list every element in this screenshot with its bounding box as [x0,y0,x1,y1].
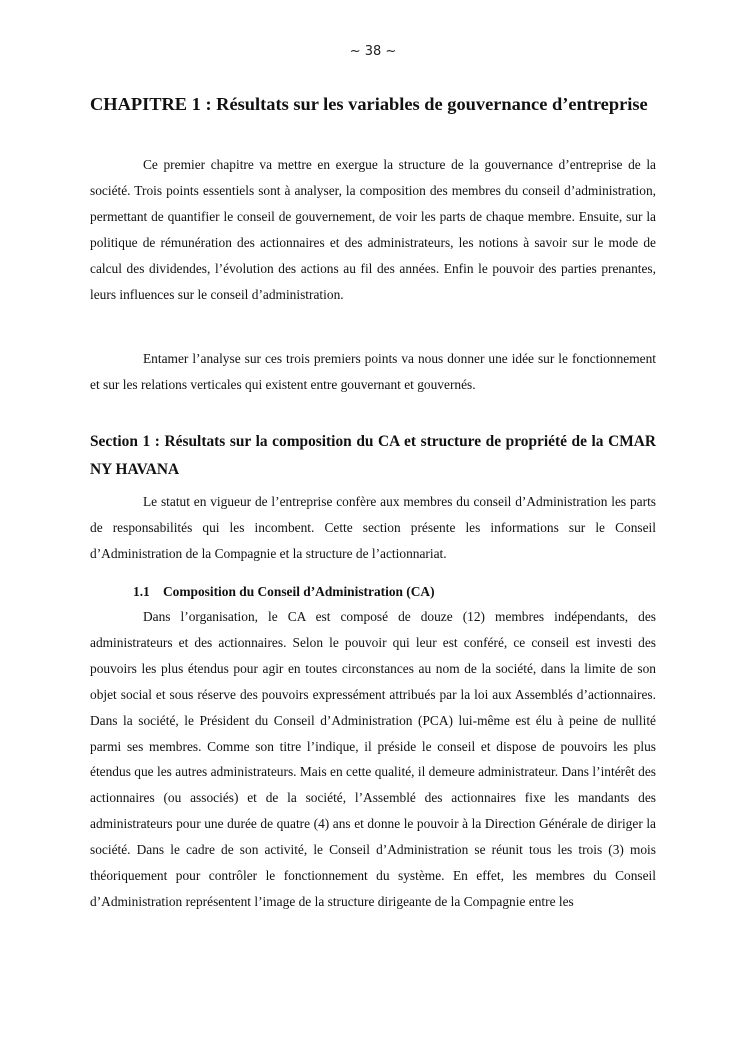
subsection-number: 1.1 [133,584,150,599]
chapter-intro-paragraph: Ce premier chapitre va mettre en exergue la structure de la gouvernance d’entreprise de la société. Trois points essentiels sont à analyser, la composition des membres du conseil d’administration, permettant de quantifier le conseil de gouvernement, de voir les parts de chaque membre. Ensuite, sur la politique de rémunération des actionnaires et des administrateurs, les notions à savoir sur le mode de calcul des dividendes, l’évolution des actions au fil des années. Enfin le pouvoir des parties prenantes, leurs influences sur le conseil d’administration. [90,157,656,302]
subsection-title [133,582,435,602]
subsection-paragraph: Dans l’organisation, le CA est composé de douze (12) membres indépendants, des administrateurs et des actionnaires. Selon le pouvoir qui leur est conféré, ce conseil est investi des pouvoirs les plus étendus pour agir en toutes circonstances au nom de la société, dans la limite de son objet social et sous réserve des pouvoirs expressément attribués par la loi aux Assemblés d’actionnaires. Dans la société, le Président du Conseil d’Administration (PCA) lui-même est élu à peine de nullité parmi ses membres. Comme son titre l’indique, il préside le conseil et dispose de pouvoirs les plus étendus que les autres administrateurs. Mais en cette qualité, il demeure administrateur. Dans l’intérêt des actionnaires (ou associés) et de la société, l’Assemblé des actionnaires fixe les mandants des administrateurs pour une durée de quatre (4) ans et donne le pouvoir à la Direction Générale de diriger la société. Dans le cadre de son activité, le Conseil d’Administration se réunit tous les trois (3) mois théoriquement pour contrôler le fonctionnement du système. En effet, les membres du Conseil d’Administration représentent l’image de la structure dirigeante de la Compagnie entre les [90,609,656,909]
page-number: ~ 38 ~ [349,44,397,59]
section-paragraph: Le statut en vigueur de l’entreprise confère aux membres du conseil d’Administration les parts de responsabilités qui les incombent. Cette section présente les informations sur le Conseil d’Administration de la Compagnie et la structure de l’actionnariat. [90,494,656,561]
section-title: Section 1 : Résultats sur la composition du CA et structure de propriété de la CMAR NY HAVANA [90,433,656,478]
chapter-second-paragraph: Entamer l’analyse sur ces trois premiers points va nous donner une idée sur le fonctionnement et sur les relations verticales qui existent entre gouvernant et gouvernés. [90,351,656,392]
chapter-title: CHAPITRE 1 : Résultats sur les variables de gouvernance d’entreprise [90,94,648,114]
subsection-title-text: Composition du Conseil d’Administration (CA) [163,584,435,599]
